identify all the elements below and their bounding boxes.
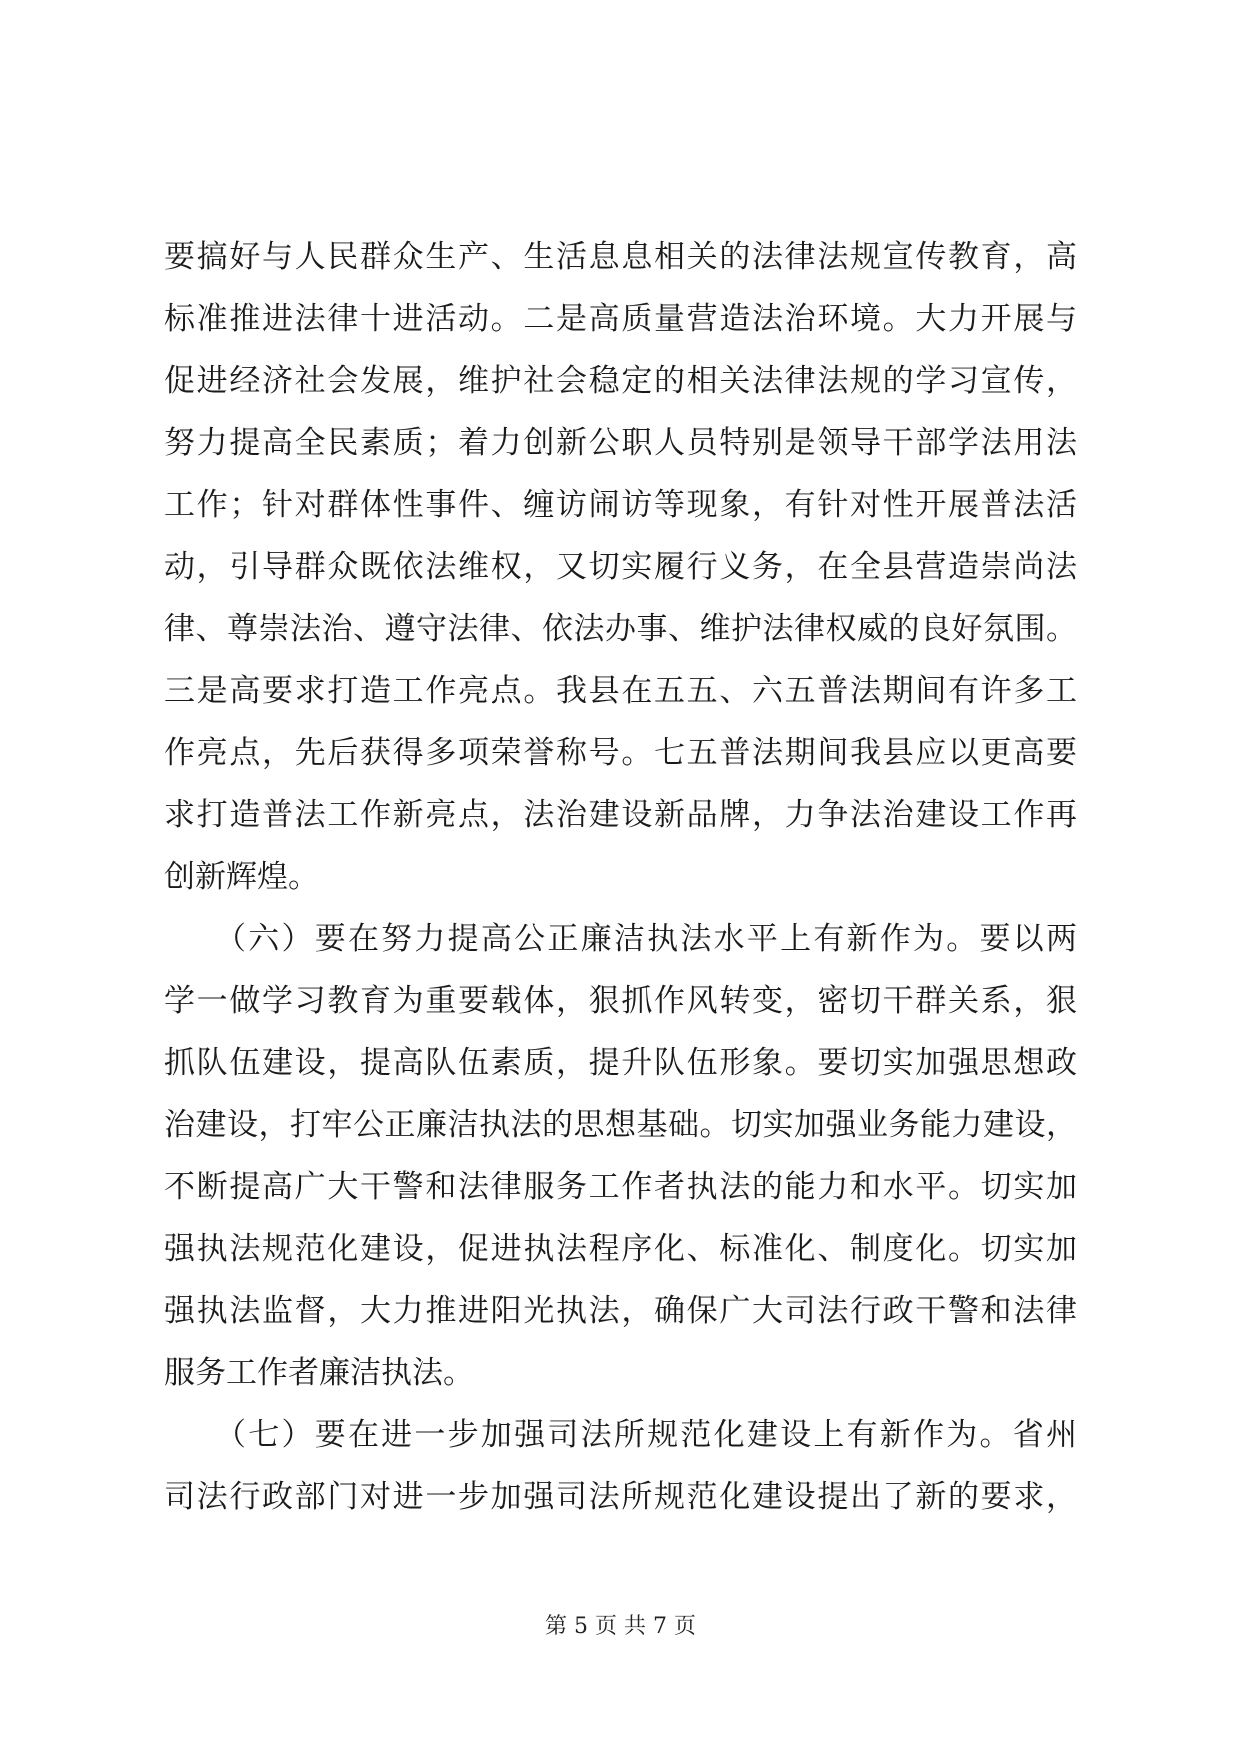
- document-body: [164, 226, 1077, 1528]
- text-line: 求打造普法工作新亮点，法治建设新品牌，力争法治建设工作再: [164, 797, 1077, 833]
- text-line: 创新辉煌。: [164, 859, 319, 895]
- text-line: 律、尊崇法治、遵守法律、依法办事、维护法律权威的良好氛围。: [164, 611, 1077, 647]
- text-line: 服务工作者廉洁执法。: [164, 1355, 474, 1391]
- text-line: 努力提高全民素质；着力创新公职人员特别是领导干部学法用法: [164, 425, 1077, 461]
- text-line: （六）要在努力提高公正廉洁执法水平上有新作为。要以两: [164, 921, 1077, 957]
- text-line: 标准推进法律十进活动。二是高质量营造法治环境。大力开展与: [164, 301, 1077, 337]
- text-line: 促进经济社会发展，维护社会稳定的相关法律法规的学习宣传，: [164, 363, 1077, 399]
- text-line: 不断提高广大干警和法律服务工作者执法的能力和水平。切实加: [164, 1169, 1077, 1205]
- text-line: （七）要在进一步加强司法所规范化建设上有新作为。省州: [164, 1417, 1077, 1453]
- page-footer: 第 5 页 共 7 页: [545, 1614, 696, 1639]
- text-line: 强执法规范化建设，促进执法程序化、标准化、制度化。切实加: [164, 1231, 1077, 1267]
- text-line: 作亮点，先后获得多项荣誉称号。七五普法期间我县应以更高要: [164, 735, 1077, 771]
- text-line: 三是高要求打造工作亮点。我县在五五、六五普法期间有许多工: [164, 673, 1077, 709]
- text-line: 动，引导群众既依法维权，又切实履行义务，在全县营造崇尚法: [164, 549, 1077, 585]
- text-line: 要搞好与人民群众生产、生活息息相关的法律法规宣传教育，高: [164, 239, 1077, 275]
- text-line: 强执法监督，大力推进阳光执法，确保广大司法行政干警和法律: [164, 1293, 1077, 1329]
- text-line: 工作；针对群体性事件、缠访闹访等现象，有针对性开展普法活: [164, 487, 1077, 523]
- text-line: 治建设，打牢公正廉洁执法的思想基础。切实加强业务能力建设，: [164, 1107, 1077, 1143]
- text-line: 学一做学习教育为重要载体，狠抓作风转变，密切干群关系，狠: [164, 983, 1077, 1019]
- text-line: 司法行政部门对进一步加强司法所规范化建设提出了新的要求，: [164, 1479, 1077, 1515]
- text-line: 抓队伍建设，提高队伍素质，提升队伍形象。要切实加强思想政: [164, 1045, 1077, 1081]
